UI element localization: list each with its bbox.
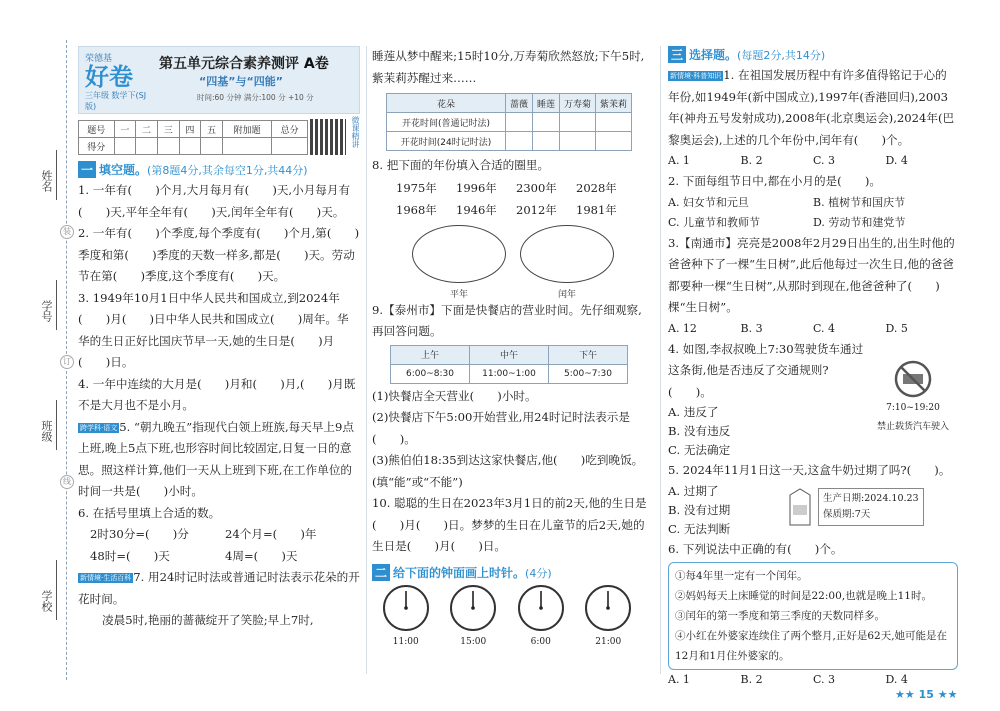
no-truck-icon [893, 359, 933, 399]
choice-4-block [668, 339, 958, 461]
exam-info: 时间:60 分钟 满分:100 分 +10 分 [197, 93, 314, 102]
question-5: 跨学科·语文 5. “朝九晚五”指现代白领上班族,每天早上9点上班,晚上5点下班,也形容时间比较固定,日复一日的意思。照这样计算,他们一天从上班到下班,在工作单位的时间一共是( )小时。 [78, 419, 354, 498]
question-8: 8. 把下面的年份填入合适的圈里。 [372, 158, 550, 172]
question-6-items: 2时30分=( )分 24个月=( )年 48时=( )天 4周=( )天 [90, 527, 317, 563]
choice-1: 新情境·科普知识 1. 在祖国发展历程中有许多值得铭记于心的年份,如1949年(新中国成立),1997年(香港回归),2003年(神舟五号发射成功),2008年(北京奥运会),2024年(巴黎奥运会),上述的几个年份中,闰年有( )个。 [668, 68, 955, 147]
question-9: 9.【泰州市】下面是快餐店的营业时间。先仔细观察,再回答问题。 [372, 302, 642, 338]
year-list: 1975年 1996年 2300年 2028年 1968年 1946年 2012年 1981年 [396, 180, 617, 217]
grade-label: 三年级 数学下(SJ版) [85, 91, 147, 111]
column-divider [660, 46, 661, 674]
cutmark-xian: 线 [60, 475, 74, 489]
school-line [56, 560, 57, 620]
flower-row: 开花时间(24时记时法) [387, 132, 632, 151]
name-line [56, 150, 57, 200]
section-title-choice: 三 选择题。(每题2分,共14分) [668, 46, 958, 63]
flower-row: 开花时间(普通记时法) [387, 113, 632, 132]
choice-6-options: A. 1 B. 2 C. 3 D. 4 [668, 673, 908, 686]
choice-3: 3.【南通市】亮亮是2008年2月29日出生的,出生时他的爸爸种下了一棵“生日树”,此后他每过一次生日,他的爸爸都要种一棵“生日树”,从那时到现在,他爸爸种了( )棵“生日树”。 [668, 235, 955, 314]
column-1 [78, 46, 360, 632]
choice-5: 5. 2024年11月1日这一天,这盒牛奶过期了吗?( )。 [668, 463, 951, 477]
choice-2-options: A. 妇女节和元旦 B. 植树节和国庆节 [668, 195, 906, 209]
clock-face[interactable] [381, 583, 431, 633]
brand-name: 荣德基 [85, 54, 113, 64]
column-3 [668, 46, 958, 690]
brand-logo [85, 51, 151, 111]
school-label: 学校 [40, 590, 53, 612]
shop-hours-table: 上午 中午 下午 6:00~8:30 11:00~1:00 5:00~7:30 [390, 345, 628, 384]
question-9-1: (1)快餐店全天营业( )小时。 [372, 388, 537, 403]
no-truck-sign: 7:10~19:20 禁止载货汽车驶入 [868, 359, 958, 432]
clock-row: 11:00 15:00 6:00 21:00 [372, 583, 642, 647]
question-9-2: (2)快餐店下午5:00开始营业,用24时记时法表示是( )。 [372, 410, 630, 446]
question-9-3: (3)熊伯伯18:35到达这家快餐店,他( )吃到晚饭。(填“能”或“不能”) [372, 453, 644, 489]
cutmark-zhuang: 装 [60, 225, 74, 239]
choice-2-options: C. 儿童节和教师节 D. 劳动节和建党节 [668, 215, 906, 229]
clock-face[interactable] [583, 583, 633, 633]
flower-table [386, 93, 632, 151]
question-10: 10. 聪聪的生日在2023年3月1日的前2天,他的生日是( )月( )日。梦梦的生日在儿童节的后2天,她的生日是( )月( )日。 [372, 496, 647, 553]
question-4: 4. 一年中连续的大月是( )月和( )月,( )月既不是大月也不是小月。 [78, 376, 356, 412]
statements-box: ①每4年里一定有一个闰年。 ②妈妈每天上床睡觉的时间是22:00,也就是晚上11时。 ③闰年的第一季度和第三季度的天数同样多。 ④小红在外婆家连续住了两个整月,正好是62天,她可能是在12月和1月住外婆家的。 [668, 562, 958, 670]
class-label: 班级 [40, 420, 53, 442]
section-title-fill: 一 填空题。(第8题4分,其余每空1分,共44分) [78, 161, 360, 178]
clock-face[interactable] [516, 583, 566, 633]
choice-6: 6. 下列说法中正确的有( )个。 [668, 541, 843, 556]
choice-4: 4. 如图,李叔叔晚上7:30驾驶货车通过这条街,他是否违反了交通规则?( )。 [668, 341, 864, 399]
cross-subject-tag: 跨学科·语文 [80, 423, 118, 432]
logo-text: 好卷 [85, 63, 133, 91]
question-3: 3. 1949年10月1日中华人民共和国成立,到2024年( )月( )日中华人民共和国成立( )周年。华华的生日正好比国庆节早一天,她的生日是( )月( )日。 [78, 290, 349, 369]
question-2: 2. 一年有( )个季度,每个季度有( )个月,第( )季度和第( )季度的天数一样多,都是( )天。劳动节在第( )季度,这个季度有( )天。 [78, 226, 360, 283]
choice-5-block [668, 460, 958, 539]
question-7-story: 凌晨5时,艳丽的蔷薇绽开了笑脸;早上7时, [102, 613, 314, 627]
choice-3-options: A. 12 B. 3 C. 4 D. 5 [668, 321, 908, 335]
clock-face[interactable] [448, 583, 498, 633]
score-header-row: 题号 一 二 三 四 五 附加题 总分 [79, 121, 308, 138]
student-id-label: 学号 [40, 300, 53, 322]
context-tag: 新情境·科普知识 [670, 72, 722, 80]
exam-subtitle: “四基”与“四能” [199, 75, 283, 88]
choice-1-options: A. 1 B. 2 C. 3 D. 4 [668, 154, 908, 167]
year-circles: 平年 闰年 [412, 225, 652, 300]
name-label: 姓名 [40, 170, 53, 192]
choice-2: 2. 下面每组节日中,都在小月的是( )。 [668, 174, 881, 188]
context-tag: 新情境·生活百科 [80, 574, 132, 582]
column-divider [366, 46, 367, 674]
version-badge: A卷 [303, 56, 329, 72]
question-7: 新情境·生活百科 7. 用24时记时法或普通记时法表示花朵的开花时间。 [78, 570, 360, 606]
milk-box: 生产日期:2024.10.23 保质期:7天 [786, 484, 946, 530]
section-title-clock: 二 给下面的钟面画上时针。(4分) [372, 564, 652, 581]
class-line [56, 400, 57, 450]
qr-code-icon[interactable] [310, 119, 346, 155]
column-2 [372, 46, 652, 647]
question-6: 6. 在括号里填上合适的数。 [78, 505, 221, 520]
leap-year-ellipse[interactable] [520, 225, 614, 283]
qr-caption: 微课精讲 [351, 116, 360, 148]
binding-margin [0, 0, 70, 711]
flower-header-row: 花朵 蔷薇 睡莲 万寿菊 紫茉莉 [387, 94, 632, 113]
page-number: ★★ 15 ★★ [895, 688, 958, 701]
common-year-ellipse[interactable] [412, 225, 506, 283]
exam-header [78, 46, 360, 114]
score-table [78, 120, 308, 155]
milk-carton-icon [786, 487, 814, 527]
choice-4-options: A. 违反了 B. 没有违反 C. 无法确定 [668, 405, 731, 457]
student-id-line [56, 280, 57, 330]
question-1: 1. 一年有( )个月,大月每月有( )天,小月每月有( )天,平年全年有( )天,闰年全年有( )天。 [78, 183, 351, 219]
choice-5-options: A. 过期了 B. 没有过期 C. 无法判断 [668, 483, 731, 536]
cutmark-ding: 订 [60, 355, 74, 369]
exam-title: 第五单元综合素养测评 A卷 [159, 56, 329, 72]
question-7-story-cont: 睡莲从梦中醒来;15时10分,万寿菊欣然怒放;下午5时,紫茉莉苏醒过来…… [372, 49, 645, 85]
score-input-row: 得分 [79, 138, 308, 155]
